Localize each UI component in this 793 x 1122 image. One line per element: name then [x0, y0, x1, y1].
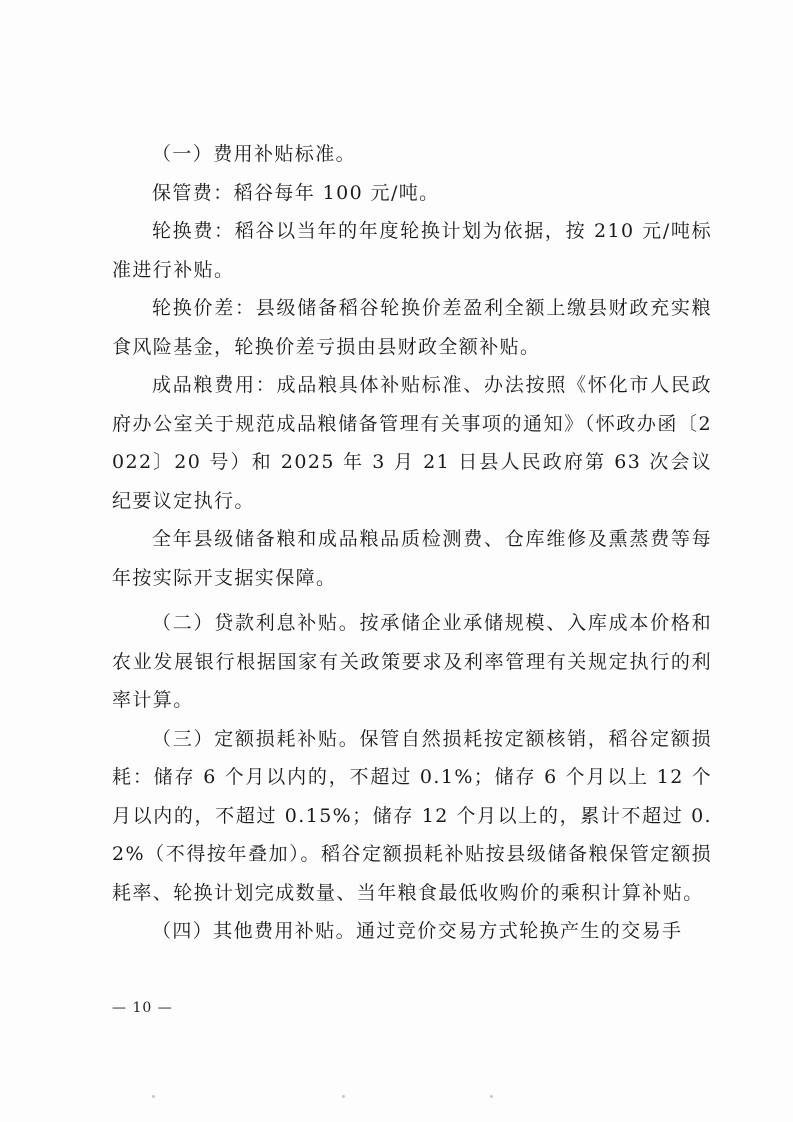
paragraph-fee-standard-heading: （一）费用补贴标准。	[152, 143, 357, 165]
paragraph-loan-interest-subsidy: （二）贷款利息补贴。按承储企业承储规模、入库成本价格和农业发展银行根据国家有关政策要求及利率管理有关规定执行的利率计算。	[112, 612, 712, 711]
paragraph-quota-loss-subsidy: （三）定额损耗补贴。保管自然损耗按定额核销，稻谷定额损耗：储存 6 个月以内的，不超过 0.1%；储存 6 个月以上 12 个月以内的，不超过 0.15%；储存 12 个月以上的，累计不超过 0.2%（不得按年叠加）。稻谷定额损耗补贴按县级储备粮保管定额损耗率、轮换计划完成数量、当年粮食最低收购价的乘积计算补贴。	[112, 727, 712, 904]
scan-dot	[490, 1095, 493, 1098]
paragraph-annual-testing-fee: 全年县级储备粮和成品粮品质检测费、仓库维修及熏蒸费等每年按实际开支据实保障。	[112, 528, 712, 589]
paragraph-rotation-price-difference: 轮换价差：县级储备稻谷轮换价差盈利全额上缴县财政充实粮食风险基金，轮换价差亏损由县财政全额补贴。	[112, 297, 712, 358]
scan-dot	[152, 1095, 155, 1098]
document-body	[112, 135, 712, 951]
page-number: — 10 —	[112, 1000, 173, 1016]
paragraph-other-fee-subsidy: （四）其他费用补贴。通过竞价交易方式轮换产生的交易手	[152, 920, 683, 942]
paragraph-rotation-fee: 轮换费：稻谷以当年的年度轮换计划为依据，按 210 元/吨标准进行补贴。	[112, 220, 712, 281]
paragraph-storage-fee: 保管费：稻谷每年 100 元/吨。	[152, 181, 440, 204]
paragraph-finished-grain-fee: 成品粮费用：成品粮具体补贴标准、办法按照《怀化市人民政府办公室关于规范成品粮储备管理有关事项的通知》（怀政办函〔2022〕20 号）和 2025 年 3 月 21 日县人民政府第 63 次会议纪要议定执行。	[112, 374, 712, 512]
scan-dot	[342, 1095, 345, 1098]
